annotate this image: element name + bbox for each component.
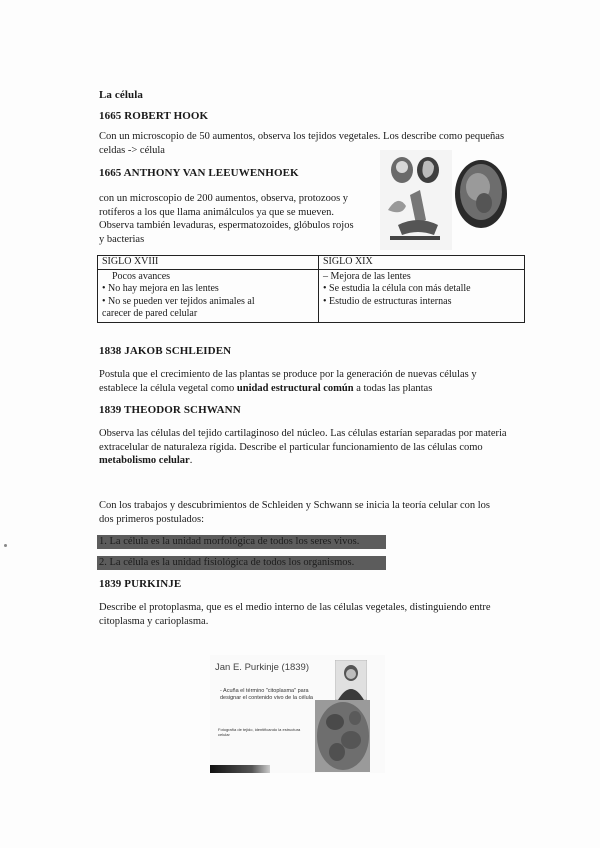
purkinje-paragraph: [99, 601, 569, 628]
list-item: – Mejora de las lentes: [323, 270, 411, 282]
list-item: carecer de pared celular: [102, 308, 198, 319]
comparison-table: [97, 255, 525, 323]
table-header-siglo-xviii: SIGLO XVIII: [98, 256, 319, 270]
slide-title: Jan E. Purkinje (1839): [215, 662, 309, 673]
purkinje-line-1: Describe el protoplasma, que es el medio interno de las células vegetales, distinguiendo entre: [99, 602, 491, 613]
hooke-heading: 1665 ROBERT HOOK: [99, 110, 209, 122]
postulado-2: 2. La célula es la unidad fisiológica de todos los organismos.: [97, 556, 386, 570]
list-item: • Se estudia la célula con más detalle: [323, 283, 471, 294]
schleiden-line-1: Postula que el crecimiento de las plantas se produce por la generación de nuevas células y: [99, 369, 477, 380]
schleiden-line-2-post: a todas las plantas: [353, 382, 433, 394]
leeuwenhoek-line: con un microscopio de 200 aumentos, observa, protozoos y: [99, 193, 349, 204]
document-title: La célula: [99, 89, 143, 101]
cell-photo-drawing: [454, 157, 509, 232]
leeuwenhoek-line: Observa también levaduras, espermatozoides, glóbulos rojos: [99, 220, 354, 231]
schwann-line-3-bold: metabolismo celular: [99, 455, 190, 466]
schwann-heading: 1839 THEODOR SCHWANN: [99, 404, 241, 416]
scan-mark: [4, 544, 7, 547]
teoria-line-2: dos primeros postulados:: [99, 513, 204, 525]
purkinje-heading: 1839 PURKINJE: [99, 578, 182, 590]
table-cell-siglo-xviii: [98, 269, 319, 322]
purkinje-slide-image: [210, 655, 385, 773]
leeuwenhoek-line: y bacterias: [99, 233, 145, 245]
slide-caption: Fotografía de tejido, identificando la estructura celular: [218, 727, 301, 737]
schleiden-paragraph: [99, 368, 569, 395]
purkinje-line-2: citoplasma y carioplasma.: [99, 615, 209, 627]
tissue-micrograph: [315, 700, 370, 772]
slide-bullet: - Acuña el término "citoplasma" para designar el contenido vivo de la célula: [220, 688, 313, 701]
schleiden-line-2: [99, 382, 569, 396]
hooke-line-2: celdas -> célula: [99, 144, 165, 156]
postulado-1: 1. La célula es la unidad morfológica de todos los seres vivos.: [97, 535, 386, 549]
schleiden-line-2-bold: unidad estructural común: [236, 382, 354, 394]
schwann-paragraph: [99, 427, 569, 468]
cell-photo: [454, 157, 509, 232]
schwann-line-2: extracelular de naturaleza rígida. Describe el particular funcionamiento de las células como: [99, 441, 483, 453]
schwann-line-3-post: .: [189, 455, 193, 466]
table-cell-siglo-xix: [319, 269, 525, 322]
schwann-line-3: [99, 454, 569, 468]
microscope-drawing: [380, 150, 452, 250]
schleiden-line-2-pre: establece la célula vegetal como: [99, 382, 237, 394]
schwann-line-1: Observa las células del tejido cartilaginoso del núcleo. Las células estarían separadas por materia: [99, 428, 507, 439]
portrait-image: [335, 660, 367, 700]
list-item: • Estudio de estructuras internas: [323, 295, 452, 307]
hooke-paragraph: [99, 130, 569, 157]
schleiden-heading: 1838 JAKOB SCHLEIDEN: [99, 345, 232, 357]
teoria-paragraph: [99, 499, 569, 526]
leeuwenhoek-line: rotíferos a los que llama animálculos ya que se mueven.: [99, 206, 335, 218]
slide-bar: [210, 765, 270, 773]
leeuwenhoek-heading: 1665 ANTHONY VAN LEEUWENHOEK: [99, 167, 299, 179]
table-header-siglo-xix: SIGLO XIX: [319, 256, 525, 270]
list-item: • No hay mejora en las lentes: [102, 283, 219, 294]
teoria-line-1: Con los trabajos y descubrimientos de Schleiden y Schwann se inicia la teoría celular con los: [99, 500, 491, 511]
microscope-illustration: [380, 150, 452, 250]
hooke-line-1: Con un microscopio de 50 aumentos, observa los tejidos vegetales. Los describe como pequeñas: [99, 131, 505, 142]
list-item: Pocos avances: [112, 270, 171, 282]
list-item: • No se pueden ver tejidos animales al: [102, 295, 255, 307]
leeuwenhoek-paragraph: [99, 192, 389, 246]
